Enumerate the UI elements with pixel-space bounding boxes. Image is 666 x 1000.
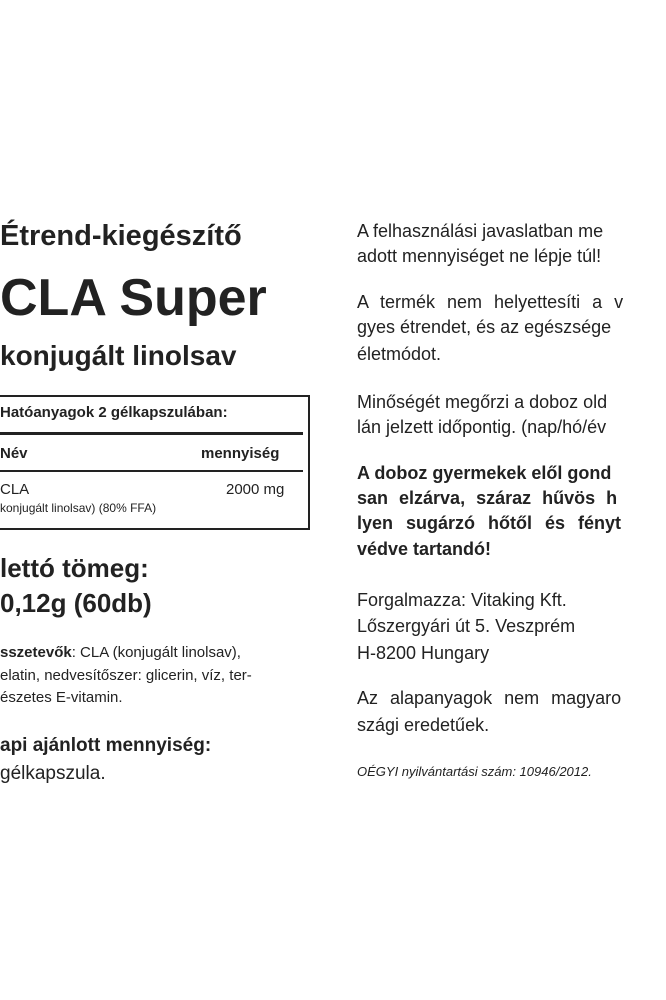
text-line: életmódot. [357,344,442,364]
ingredients-line: észetes E-vitamin. [0,689,123,706]
daily-dose-label: api ajánlott mennyiség: [0,735,212,756]
registration-number: OÉGYI nyilvántartási szám: 10946/2012. [357,764,592,779]
product-subtitle: konjugált linolsav [0,340,237,371]
row-note: konjugált linolsav) (80% FFA) [0,501,157,515]
distributor-line: Forgalmazza: Vitaking Kft. [357,590,567,610]
row-amount: 2000 mg [226,481,285,498]
category-heading: Étrend-kiegészítő [0,220,242,252]
col-amount: mennyiség [201,445,280,462]
daily-dose-value: gélkapszula. [0,763,106,784]
text-line: A termék nem helyettesíti a v [357,292,624,312]
text-line: Minőségét megőrzi a doboz old [357,392,608,412]
product-title: CLA Super [0,269,267,327]
table-heading: Hatóanyagok 2 gélkapszulában: [0,404,228,421]
warning-line: san elzárva, száraz hűvös h [357,488,618,508]
text-line: lán jelzett időpontig. (nap/hó/év [357,417,607,437]
distributor-line: H-8200 Hungary [357,643,490,663]
ingredients-label: sszetevők [0,644,72,661]
divider [0,470,303,472]
origin-line: szági eredetűek. [357,715,490,735]
origin-line: Az alapanyagok nem magyaro [357,688,622,708]
net-weight-label: lettó tömeg: [0,553,149,583]
col-name: Név [0,445,28,462]
net-weight-value: 0,12g (60db) [0,588,152,618]
ingredients-text: : CLA (konjugált linolsav), [71,644,241,661]
ingredients-line [0,645,241,660]
warning-line: védve tartandó! [357,539,492,559]
text-line: adott mennyiséget ne lépje túl! [357,246,602,266]
text-line: A felhasználási javaslatban me [357,221,604,241]
text-line: gyes étrendet, és az egészsége [357,317,612,337]
divider [0,432,303,435]
warning-line: A doboz gyermekek elől gond [357,463,612,483]
warning-line: lyen sugárzó hőtől és fényt [357,513,622,533]
row-name: CLA [0,481,30,498]
ingredients-line: elatin, nedvesítőszer: glicerin, víz, ter- [0,667,252,684]
distributor-line: Lőszergyári út 5. Veszprém [357,616,576,636]
